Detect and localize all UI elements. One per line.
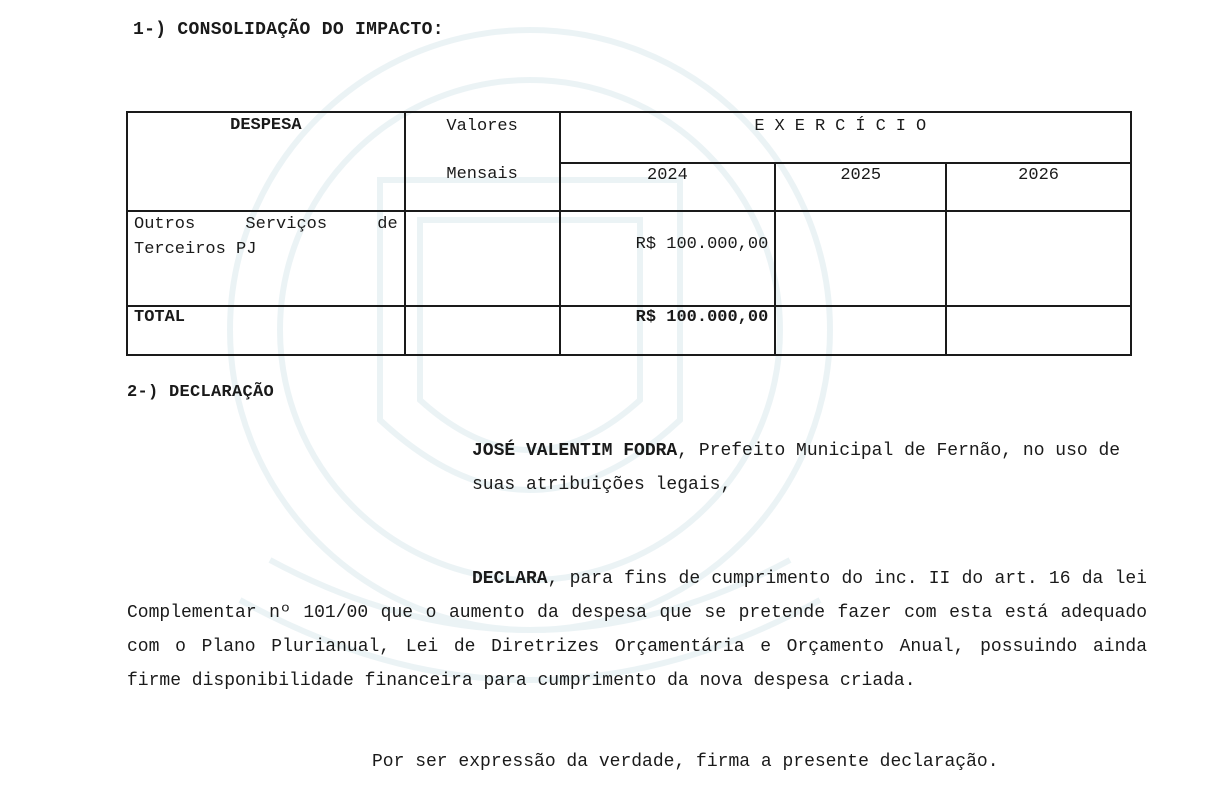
row-value-2025 [775,211,946,306]
declara-word: DECLARA [472,569,548,589]
total-value-2024: R$ 100.000,00 [560,306,776,355]
total-label: TOTAL [127,306,405,355]
section-1-heading: 1-) CONSOLIDAÇÃO DO IMPACTO: [133,20,444,40]
row-valores-mensais [405,211,560,306]
table-row [127,211,1131,306]
impact-table [126,111,1132,356]
header-valores-line1: Valores [446,117,518,136]
total-value-2025 [775,306,946,355]
closing-statement: Por ser expressão da verdade, firma a presente declaração. [372,752,999,772]
row-value-2026 [946,211,1131,306]
declarant-paragraph [472,434,1132,502]
table-total-row [127,306,1131,355]
row-value-2024: R$ 100.000,00 [560,211,776,306]
total-value-2026 [946,306,1131,355]
declarant-name: JOSÉ VALENTIM FODRA [472,441,678,461]
declarant-role: , Prefeito Municipal de Fernão, no uso de suas atribuições legais, [472,441,1121,495]
declaration-paragraph [127,562,1147,698]
declaration-text: , para fins de cumprimento do inc. II do art. 16 da lei Complementar nº 101/00 que o aumento da despesa que se pretende fazer com esta está adequado com o Plano Plurianual, Lei de Diretrizes Orçamentária e Orçamento Anual, possuindo ainda firme disponibilidade financeira para cumprimento da nova despesa criada. [127,569,1147,691]
header-valores-line2: Mensais [446,165,518,184]
header-year-2024: 2024 [560,163,776,211]
row-despesa: Outros Serviços de Terceiros PJ [127,211,405,306]
total-valores-mensais [405,306,560,355]
header-year-2025: 2025 [775,163,946,211]
header-despesa: DESPESA [127,112,405,211]
header-exercicio: EXERCÍCIO [560,112,1131,163]
header-valores-mensais [405,112,560,211]
header-year-2026: 2026 [946,163,1131,211]
section-2-heading: 2-) DECLARAÇÃO [127,383,275,402]
